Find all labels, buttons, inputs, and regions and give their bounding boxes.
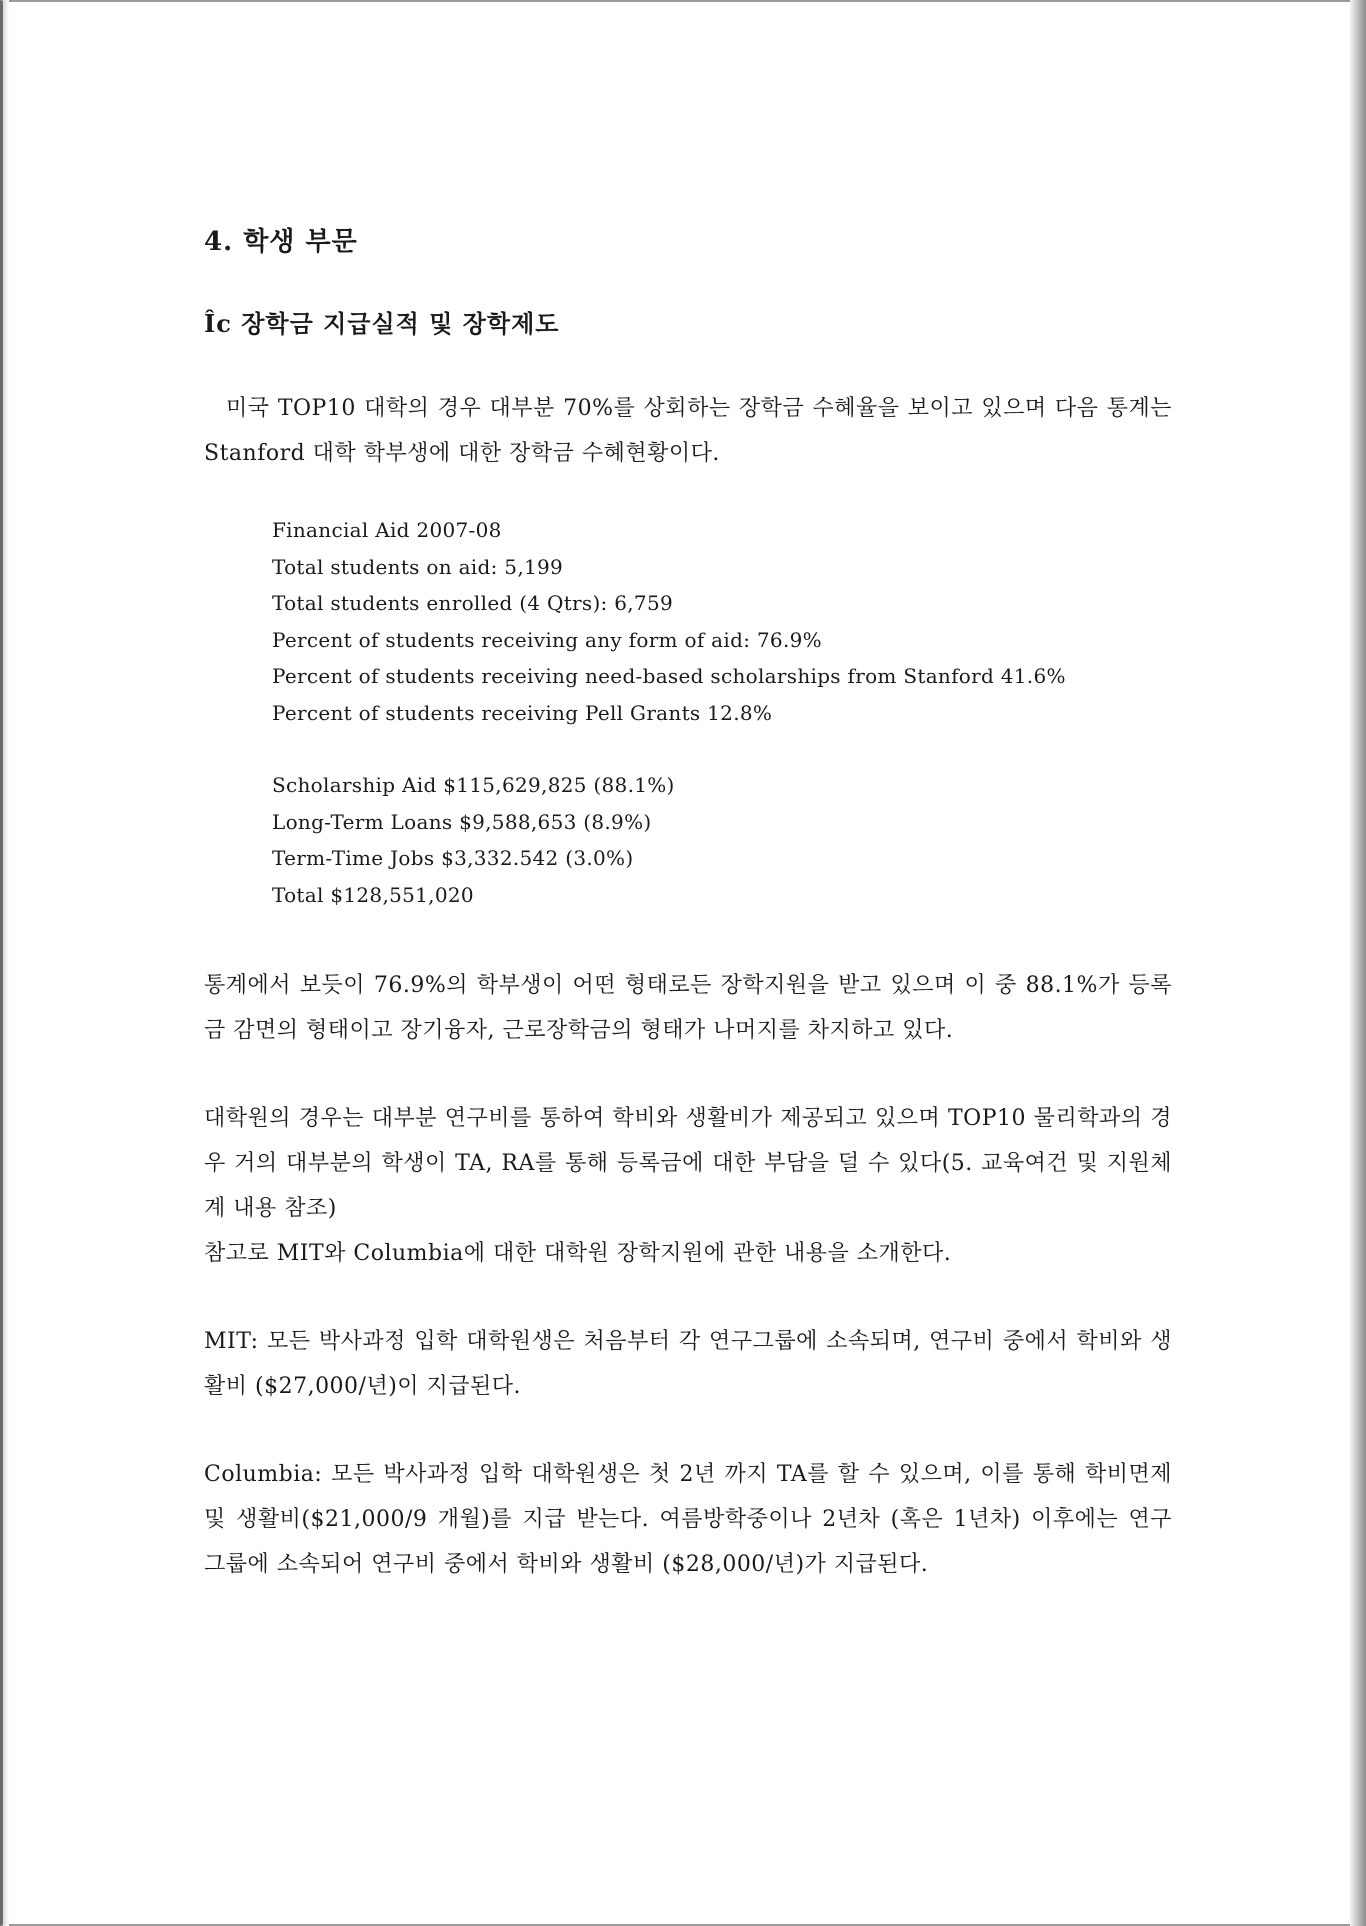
section-heading: 4. 학생 부문 [204,227,358,257]
stats-pct-any-aid: Percent of students receiving any form of aid: 76.9% [272,627,822,652]
sub-heading: Îc 장학금 지급실적 및 장학제도 [204,309,560,338]
stats-long-term-loans: Long-Term Loans $9,588,653 (8.9%) [272,809,652,834]
intro-paragraph: 미국 TOP10 대학의 경우 대부분 70%를 상회하는 장학금 수혜율을 보이고 있으며 다음 통계는 Stanford 대학 학부생에 대한 장학금 수혜현황이다. [204,396,1172,466]
stats-term-time-jobs: Term-Time Jobs $3,332.542 (3.0%) [272,846,634,870]
stats-total-on-aid: Total students on aid: 5,199 [272,554,564,579]
paragraph-graduate: 대학원의 경우는 대부분 연구비를 통하여 학비와 생활비가 제공되고 있으며 TOP10 물리학과의 경우 거의 대부분의 학생이 TA, RA를 통해 등록금에 대한 부담을 덜 수 있다(5. 교육여건 및 지원체계 내용 참조) [204,1106,1172,1221]
financial-aid-stats [272,512,1172,913]
stats-scholarship-aid: Scholarship Aid $115,629,825 (88.1%) [272,773,675,797]
stats-title: Financial Aid 2007-08 [272,518,502,542]
document-body [204,222,1172,1587]
stats-pct-pell: Percent of students receiving Pell Grants 12.8% [272,700,773,725]
paragraph-reference: 참고로 MIT와 Columbia에 대한 대학원 장학지원에 관한 내용을 소개한다. [204,1241,952,1266]
stats-spacer [272,731,1172,767]
paragraph-mit: MIT: 모든 박사과정 입학 대학원생은 처음부터 각 연구그룹에 소속되며, 연구비 중에서 학비와 생활비 ($27,000/년)이 지급된다. [204,1329,1172,1399]
stats-total-enrolled: Total students enrolled (4 Qtrs): 6,759 [272,591,674,615]
stats-total: Total $128,551,020 [272,882,474,907]
page-left-edge [3,0,9,1926]
stats-pct-need-based: Percent of students receiving need-based scholarships from Stanford 41.6% [272,664,1066,688]
paragraph-undergrad-summary: 통계에서 보듯이 76.9%의 학부생이 어떤 형태로든 장학지원을 받고 있으며 이 중 88.1%가 등록금 감면의 형태이고 장기융자, 근로장학금의 형태가 나머지를 차지하고 있다. [204,973,1172,1043]
page-right-shadow [1350,0,1366,1926]
paragraph-columbia: Columbia: 모든 박사과정 입학 대학원생은 첫 2년 까지 TA를 할 수 있으며, 이를 통해 학비면제 및 생활비($21,000/9 개월)를 지급 받는다. 여름방학중이나 2년차 (혹은 1년차) 이후에는 연구 그룹에 소속되어 연구비 중에서 학비와 생활비 ($28,000/년)가 지급된다. [204,1462,1172,1577]
